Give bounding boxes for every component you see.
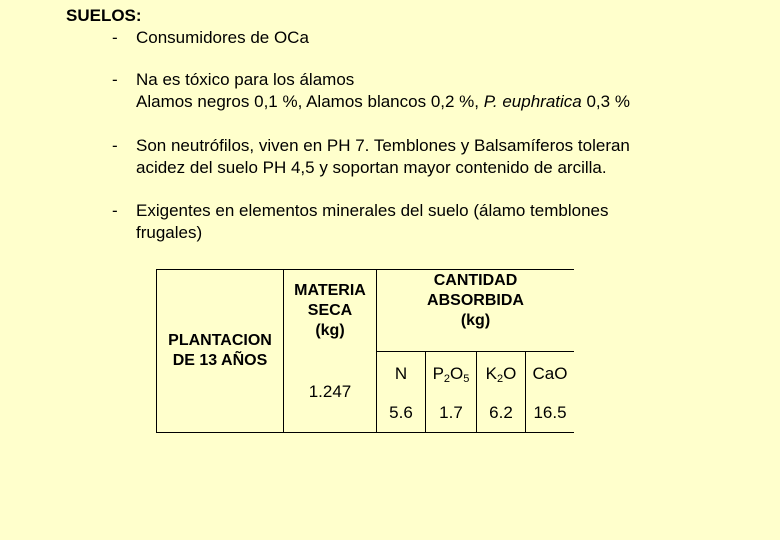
bullet-line: Na es tóxico para los álamos	[136, 70, 355, 89]
bullet-dash: -	[112, 136, 118, 155]
table-border	[156, 269, 574, 270]
nutrient-k2o	[477, 364, 525, 385]
table-border	[156, 432, 574, 433]
nutrient-symbol-tail: O	[503, 364, 517, 383]
bullet-dash: -	[112, 201, 118, 220]
nutrient-symbol-tail: O	[450, 364, 464, 383]
nutrient-symbol: P	[432, 364, 444, 383]
bullet-text	[136, 135, 630, 179]
value-cao: 16.5	[533, 403, 567, 422]
value-p2o5: 1.7	[439, 403, 463, 422]
row-header-line: PLANTACION	[168, 332, 272, 349]
cantidad-absorbida-header	[377, 271, 574, 331]
bullet-line: frugales)	[136, 223, 203, 242]
header-line: ABSORBIDA	[427, 292, 524, 309]
slide-heading: SUELOS:	[66, 6, 142, 25]
bullet-line	[136, 91, 630, 113]
nutrient-subscript: 5	[463, 373, 470, 385]
absorption-table	[156, 269, 574, 433]
species-name: P. euphratica	[483, 92, 582, 111]
nutrient-subscript: 2	[443, 373, 451, 385]
bullet-text	[136, 69, 630, 113]
bullet-line-part: Alamos negros 0,1 %, Alamos blancos 0,2 %,	[136, 92, 484, 111]
nutrient-n: N	[394, 364, 408, 383]
table-border	[376, 351, 574, 352]
materia-seca-header	[284, 281, 376, 341]
value-n: 5.6	[389, 403, 413, 422]
materia-seca-value: 1.247	[308, 382, 352, 401]
bullet-line: Exigentes en elementos minerales del suelo (álamo temblones	[136, 201, 609, 220]
header-line: (kg)	[315, 322, 345, 339]
header-line: SECA	[307, 302, 353, 319]
nutrient-cao: CaO	[532, 364, 568, 383]
bullet-text	[136, 200, 608, 244]
row-header-line: DE 13 AÑOS	[172, 352, 268, 369]
value-k2o: 6.2	[489, 403, 513, 422]
nutrient-subscript: 2	[496, 373, 504, 385]
bullet-line-part: 0,3 %	[581, 92, 630, 111]
nutrient-symbol: K	[485, 364, 497, 383]
header-line: (kg)	[460, 312, 491, 329]
header-line: CANTIDAD	[433, 272, 518, 289]
bullet-dash: -	[112, 70, 118, 89]
bullet-text: Consumidores de OCa	[136, 28, 309, 47]
bullet-dash: -	[112, 28, 118, 47]
bullet-line: acidez del suelo PH 4,5 y soportan mayor contenido de arcilla.	[136, 158, 607, 177]
row-header	[157, 331, 283, 371]
header-line: MATERIA	[294, 282, 366, 299]
nutrient-p2o5	[426, 364, 476, 385]
bullet-line: Son neutrófilos, viven en PH 7. Temblones y Balsamíferos toleran	[136, 136, 630, 155]
